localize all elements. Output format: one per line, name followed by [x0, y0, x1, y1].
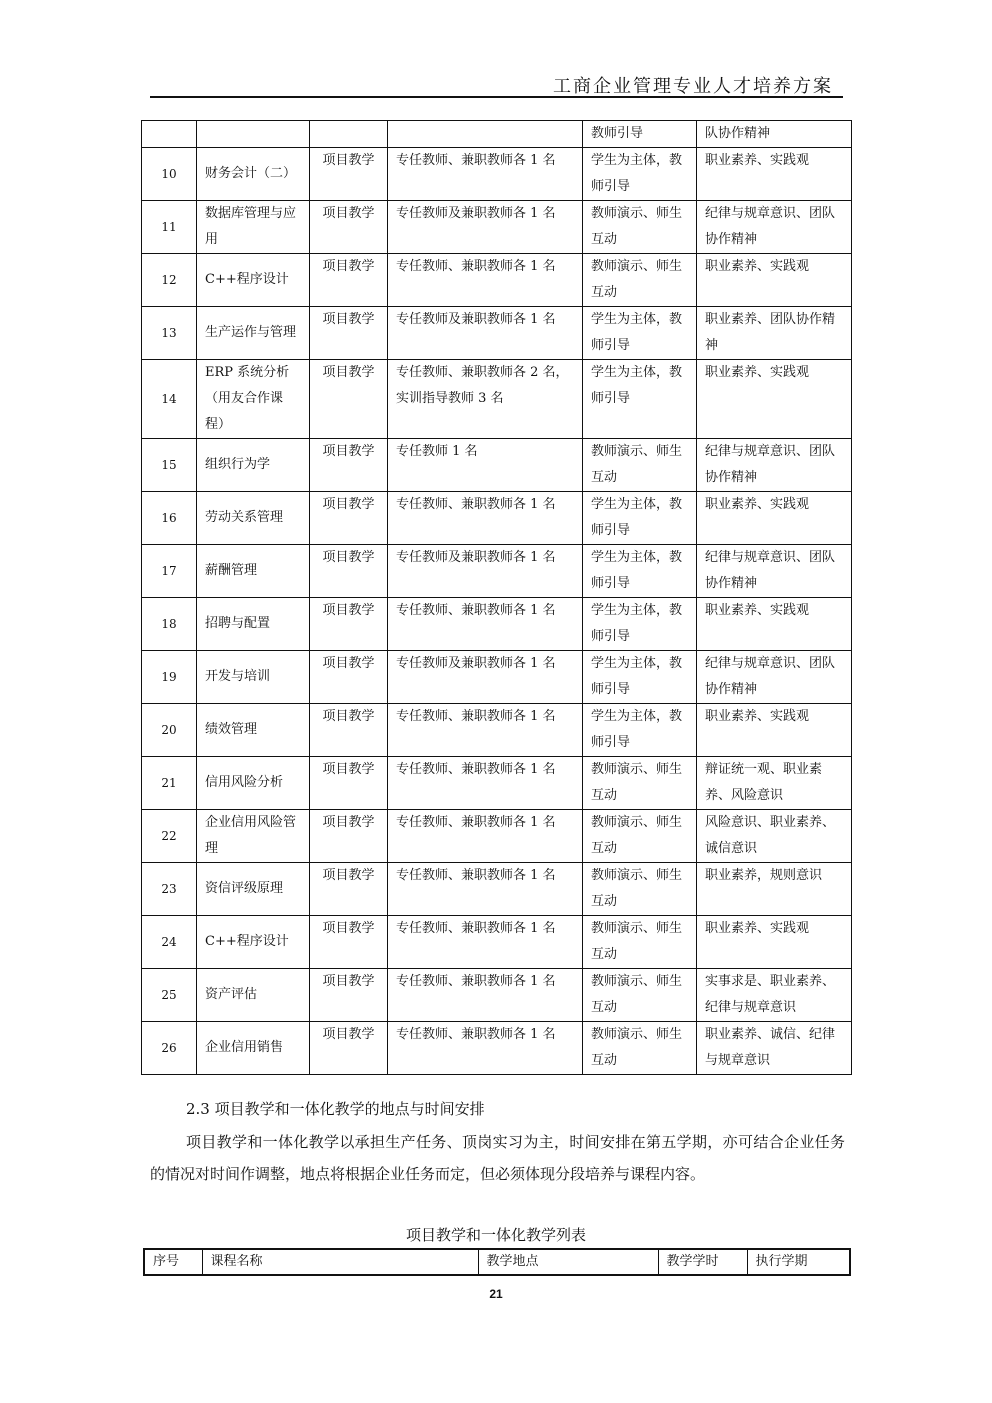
course-name-cell: 企业信用销售 — [197, 1022, 310, 1075]
table-row — [142, 439, 852, 492]
ideology-element-cell: 实事求是、职业素养、纪律与规章意识 — [697, 969, 852, 1022]
row-number-cell: 15 — [142, 439, 197, 492]
ideology-element-cell: 职业素养，规则意识 — [697, 863, 852, 916]
table-row — [142, 969, 852, 1022]
table-row — [142, 201, 852, 254]
table-row — [142, 545, 852, 598]
row-number-cell: 16 — [142, 492, 197, 545]
teaching-method-cell: 项目教学 — [310, 1022, 388, 1075]
teaching-method-cell: 项目教学 — [310, 916, 388, 969]
course-name-cell: 开发与培训 — [197, 651, 310, 704]
teaching-mode-cell: 学生为主体，教师引导 — [583, 598, 697, 651]
teacher-allocation-cell: 专任教师、兼职教师各 1 名 — [388, 863, 583, 916]
section-heading: 2.3 项目教学和一体化教学的地点与时间安排 — [186, 1100, 485, 1118]
ideology-element-cell: 纪律与规章意识、团队协作精神 — [697, 439, 852, 492]
row-number-cell: 14 — [142, 360, 197, 439]
teaching-mode-cell: 教师演示、师生互动 — [583, 254, 697, 307]
teaching-mode-cell: 学生为主体，教师引导 — [583, 545, 697, 598]
teaching-mode-cell: 教师演示、师生互动 — [583, 201, 697, 254]
teaching-method-cell — [310, 121, 388, 148]
course-name-cell: 数据库管理与应用 — [197, 201, 310, 254]
teaching-mode-cell: 学生为主体，教师引导 — [583, 651, 697, 704]
table-row — [142, 704, 852, 757]
teacher-allocation-cell: 专任教师 1 名 — [388, 439, 583, 492]
row-number-cell: 25 — [142, 969, 197, 1022]
page-header — [150, 70, 843, 98]
teacher-allocation-cell: 专任教师、兼职教师各 1 名 — [388, 148, 583, 201]
course-name-cell: 生产运作与管理 — [197, 307, 310, 360]
table-row — [142, 598, 852, 651]
teaching-method-cell: 项目教学 — [310, 545, 388, 598]
row-number-cell: 12 — [142, 254, 197, 307]
project-teaching-list-table — [143, 1248, 851, 1276]
teaching-mode-cell: 学生为主体，教师引导 — [583, 492, 697, 545]
row-number-cell: 19 — [142, 651, 197, 704]
teacher-allocation-cell: 专任教师、兼职教师各 1 名 — [388, 757, 583, 810]
teacher-allocation-cell: 专任教师、兼职教师各 1 名 — [388, 1022, 583, 1075]
course-name-cell: 绩效管理 — [197, 704, 310, 757]
ideology-element-cell: 纪律与规章意识、团队协作精神 — [697, 545, 852, 598]
teaching-method-cell: 项目教学 — [310, 704, 388, 757]
teaching-method-cell: 项目教学 — [310, 863, 388, 916]
header-cell-semester: 执行学期 — [747, 1249, 850, 1275]
teaching-method-cell: 项目教学 — [310, 598, 388, 651]
teaching-method-cell: 项目教学 — [310, 148, 388, 201]
row-number-cell: 21 — [142, 757, 197, 810]
teaching-mode-cell: 教师演示、师生互动 — [583, 916, 697, 969]
course-name-cell: C++程序设计 — [197, 916, 310, 969]
table-row — [142, 757, 852, 810]
table-row — [142, 916, 852, 969]
ideology-element-cell: 职业素养、实践观 — [697, 360, 852, 439]
teaching-mode-cell: 学生为主体，教师引导 — [583, 307, 697, 360]
teaching-mode-cell: 学生为主体，教师引导 — [583, 704, 697, 757]
teacher-allocation-cell — [388, 121, 583, 148]
teaching-method-cell: 项目教学 — [310, 492, 388, 545]
teaching-method-cell: 项目教学 — [310, 651, 388, 704]
teaching-method-cell: 项目教学 — [310, 201, 388, 254]
teacher-allocation-cell: 专任教师、兼职教师各 2 名，实训指导教师 3 名 — [388, 360, 583, 439]
table-row — [142, 1022, 852, 1075]
teaching-method-cell: 项目教学 — [310, 757, 388, 810]
teaching-mode-cell: 教师演示、师生互动 — [583, 439, 697, 492]
row-number-cell: 26 — [142, 1022, 197, 1075]
document-title: 工商企业管理专业人才培养方案 — [553, 76, 833, 97]
teacher-allocation-cell: 专任教师、兼职教师各 1 名 — [388, 254, 583, 307]
course-name-cell: 财务会计（二） — [197, 148, 310, 201]
ideology-element-cell: 职业素养、实践观 — [697, 916, 852, 969]
ideology-element-cell: 职业素养、实践观 — [697, 148, 852, 201]
ideology-element-cell: 职业素养、实践观 — [697, 598, 852, 651]
teacher-allocation-cell: 专任教师、兼职教师各 1 名 — [388, 492, 583, 545]
row-number-cell: 22 — [142, 810, 197, 863]
teaching-mode-cell: 教师演示、师生互动 — [583, 863, 697, 916]
list-table-header-row — [144, 1249, 850, 1275]
ideology-element-cell: 纪律与规章意识、团队协作精神 — [697, 651, 852, 704]
course-name-cell: 薪酬管理 — [197, 545, 310, 598]
table-caption: 项目教学和一体化教学列表 — [405, 1226, 586, 1244]
ideology-element-cell: 队协作精神 — [697, 121, 852, 148]
ideology-element-cell: 风险意识、职业素养、诚信意识 — [697, 810, 852, 863]
table-row — [142, 148, 852, 201]
teaching-mode-cell: 教师引导 — [583, 121, 697, 148]
course-name-cell: 资信评级原理 — [197, 863, 310, 916]
header-cell-no: 序号 — [144, 1249, 202, 1275]
row-number-cell: 23 — [142, 863, 197, 916]
teaching-mode-cell: 教师演示、师生互动 — [583, 969, 697, 1022]
ideology-element-cell: 职业素养、诚信、纪律与规章意识 — [697, 1022, 852, 1075]
teaching-method-cell: 项目教学 — [310, 810, 388, 863]
header-cell-hours: 教学学时 — [658, 1249, 747, 1275]
ideology-element-cell: 职业素养、实践观 — [697, 704, 852, 757]
table-row — [142, 254, 852, 307]
teaching-method-cell: 项目教学 — [310, 254, 388, 307]
table-row — [142, 810, 852, 863]
course-name-cell: C++程序设计 — [197, 254, 310, 307]
course-name-cell: 信用风险分析 — [197, 757, 310, 810]
table-row — [142, 121, 852, 148]
teaching-method-cell: 项目教学 — [310, 969, 388, 1022]
course-name-cell — [197, 121, 310, 148]
teacher-allocation-cell: 专任教师、兼职教师各 1 名 — [388, 704, 583, 757]
row-number-cell — [142, 121, 197, 148]
row-number-cell: 10 — [142, 148, 197, 201]
header-cell-course: 课程名称 — [202, 1249, 478, 1275]
teacher-allocation-cell: 专任教师及兼职教师各 1 名 — [388, 545, 583, 598]
course-name-cell: 劳动关系管理 — [197, 492, 310, 545]
teaching-mode-cell: 教师演示、师生互动 — [583, 757, 697, 810]
teaching-mode-cell: 教师演示、师生互动 — [583, 1022, 697, 1075]
row-number-cell: 20 — [142, 704, 197, 757]
teaching-method-cell: 项目教学 — [310, 439, 388, 492]
teacher-allocation-cell: 专任教师及兼职教师各 1 名 — [388, 651, 583, 704]
row-number-cell: 18 — [142, 598, 197, 651]
course-name-cell: 招聘与配置 — [197, 598, 310, 651]
table-row — [142, 307, 852, 360]
ideology-element-cell: 职业素养、实践观 — [697, 254, 852, 307]
teaching-mode-cell: 教师演示、师生互动 — [583, 810, 697, 863]
course-name-cell: ERP 系统分析（用友合作课程） — [197, 360, 310, 439]
row-number-cell: 13 — [142, 307, 197, 360]
teacher-allocation-cell: 专任教师及兼职教师各 1 名 — [388, 201, 583, 254]
row-number-cell: 11 — [142, 201, 197, 254]
section-paragraph: 项目教学和一体化教学以承担生产任务、顶岗实习为主，时间安排在第五学期，亦可结合企业任务的情况对时间作调整，地点将根据企业任务而定，但必须体现分段培养与课程内容。 — [150, 1133, 845, 1183]
table-row — [142, 492, 852, 545]
ideology-element-cell: 辩证统一观、职业素养、风险意识 — [697, 757, 852, 810]
teacher-allocation-cell: 专任教师、兼职教师各 1 名 — [388, 916, 583, 969]
course-name-cell: 企业信用风险管理 — [197, 810, 310, 863]
row-number-cell: 24 — [142, 916, 197, 969]
teacher-allocation-cell: 专任教师、兼职教师各 1 名 — [388, 810, 583, 863]
table-row — [142, 360, 852, 439]
row-number-cell: 17 — [142, 545, 197, 598]
ideology-element-cell: 纪律与规章意识、团队协作精神 — [697, 201, 852, 254]
teacher-allocation-cell: 专任教师、兼职教师各 1 名 — [388, 598, 583, 651]
teaching-method-cell: 项目教学 — [310, 360, 388, 439]
table-row — [142, 863, 852, 916]
teaching-mode-cell: 学生为主体，教师引导 — [583, 148, 697, 201]
teaching-method-cell: 项目教学 — [310, 307, 388, 360]
page-number: 21 — [489, 1287, 503, 1301]
teaching-mode-cell: 学生为主体，教师引导 — [583, 360, 697, 439]
course-name-cell: 资产评估 — [197, 969, 310, 1022]
ideology-element-cell: 职业素养、实践观 — [697, 492, 852, 545]
course-name-cell: 组织行为学 — [197, 439, 310, 492]
header-cell-location: 教学地点 — [478, 1249, 658, 1275]
teaching-arrangement-table — [141, 120, 852, 1075]
teacher-allocation-cell: 专任教师、兼职教师各 1 名 — [388, 969, 583, 1022]
table-row — [142, 651, 852, 704]
ideology-element-cell: 职业素养、团队协作精神 — [697, 307, 852, 360]
teacher-allocation-cell: 专任教师及兼职教师各 1 名 — [388, 307, 583, 360]
